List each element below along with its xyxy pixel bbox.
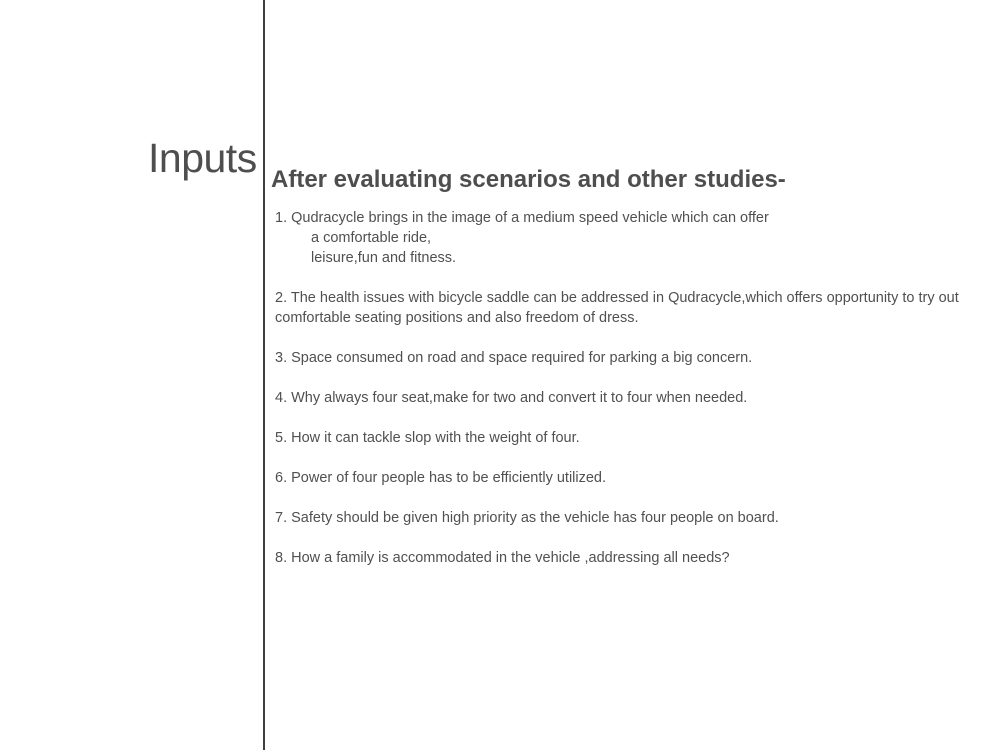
point-5 bbox=[275, 428, 975, 448]
subtitle: After evaluating scenarios and other studies- bbox=[271, 166, 786, 193]
point-7 bbox=[275, 508, 975, 528]
point-6 bbox=[275, 468, 975, 488]
point-text: 6. Power of four people has to be efficiently utilized. bbox=[275, 470, 607, 486]
point-sub-item: leisure,fun and fitness. bbox=[311, 250, 457, 266]
point-text: 1. Qudracycle brings in the image of a medium speed vehicle which can offer bbox=[275, 210, 769, 226]
point-2 bbox=[275, 288, 975, 328]
point-3 bbox=[275, 348, 975, 368]
point-text: 8. How a family is accommodated in the vehicle ,addressing all needs? bbox=[275, 550, 730, 566]
point-4 bbox=[275, 388, 975, 408]
section-title: Inputs bbox=[148, 135, 257, 181]
point-text: 3. Space consumed on road and space required for parking a big concern. bbox=[275, 350, 753, 366]
point-8 bbox=[275, 548, 975, 568]
vertical-divider bbox=[263, 0, 265, 750]
point-text: 7. Safety should be given high priority as the vehicle has four people on board. bbox=[275, 510, 779, 526]
point-sub-item: a comfortable ride, bbox=[311, 230, 432, 246]
point-1 bbox=[275, 208, 975, 268]
point-text: 2. The health issues with bicycle saddle can be addressed in Qudracycle,which offers opportunity to try out comfortable seating positions and also freedom of dress. bbox=[275, 290, 959, 326]
point-text: 4. Why always four seat,make for two and convert it to four when needed. bbox=[275, 390, 748, 406]
points-list bbox=[275, 208, 975, 588]
point-text: 5. How it can tackle slop with the weight of four. bbox=[275, 430, 580, 446]
